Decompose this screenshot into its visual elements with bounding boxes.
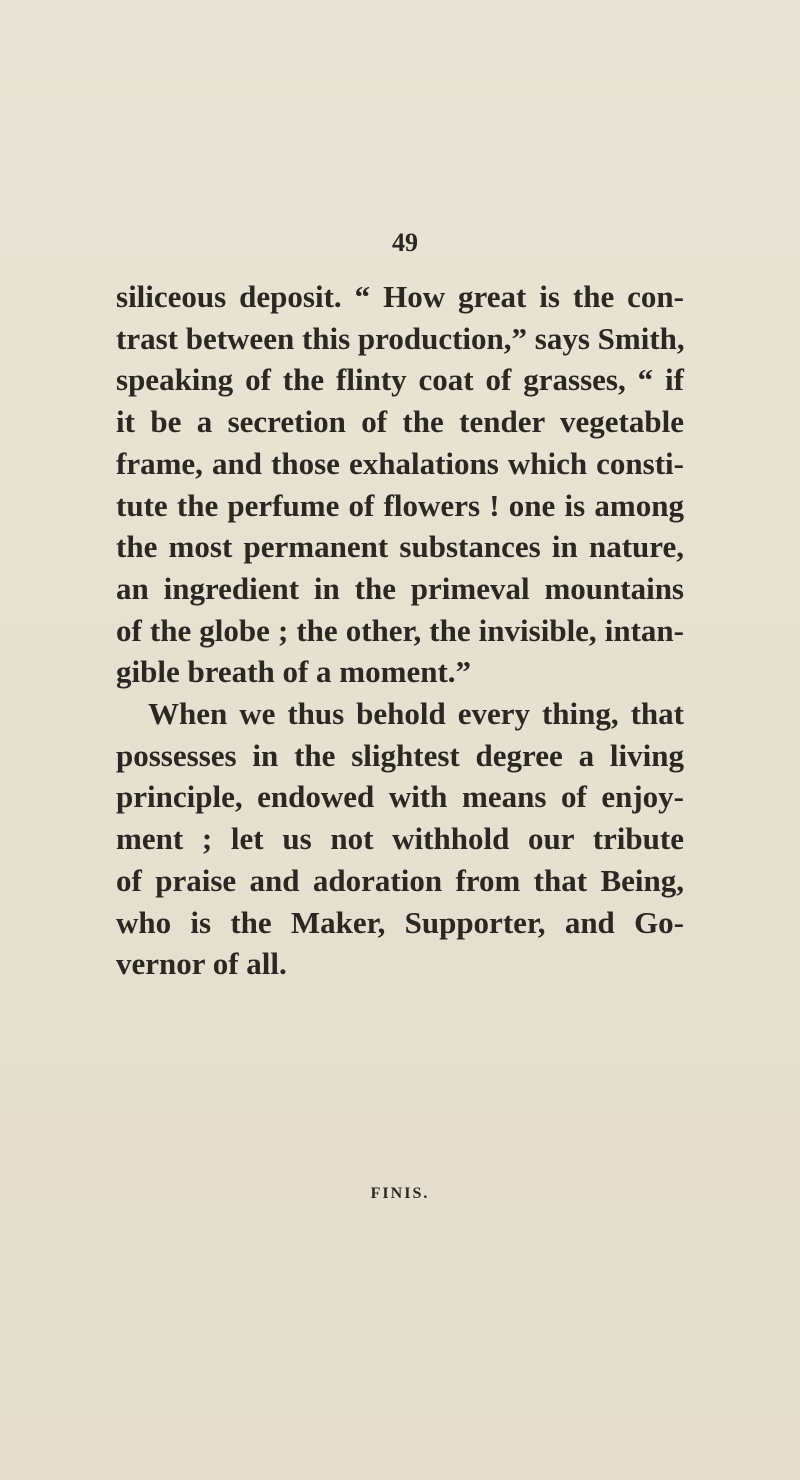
text-line: of the globe ; the other, the invisible, intan- <box>116 612 684 648</box>
text-line: trast between this production,” says Smith, <box>116 320 685 356</box>
paragraph-start-line: When we thus behold every thing, that <box>148 696 684 732</box>
text-line: possesses in the slightest degree a living <box>116 737 684 773</box>
page-number: 49 <box>392 228 418 257</box>
text-line: it be a secretion of the tender vegetable <box>116 404 684 440</box>
body-text <box>116 276 684 985</box>
text-line: who is the Maker, Supporter, and Go- <box>116 904 684 940</box>
text-line: of praise and adoration from that Being, <box>116 862 684 898</box>
text-line: frame, and those exhalations which consti- <box>116 445 684 481</box>
text-line: principle, endowed with means of enjoy- <box>116 779 684 815</box>
text-line: vernor of all. <box>116 946 287 982</box>
text-line: siliceous deposit. “ How great is the con- <box>116 279 684 314</box>
text-line: ment ; let us not withhold our tribute <box>116 821 684 857</box>
finis-mark: FINIS. <box>370 1185 430 1202</box>
text-line: the most permanent substances in nature, <box>116 529 684 565</box>
text-line: tute the perfume of flowers ! one is among <box>116 487 684 523</box>
text-line: speaking of the flinty coat of grasses, “ if <box>116 362 684 398</box>
text-line: an ingredient in the primeval mountains <box>116 570 684 606</box>
text-line: gible breath of a moment.” <box>116 654 472 690</box>
